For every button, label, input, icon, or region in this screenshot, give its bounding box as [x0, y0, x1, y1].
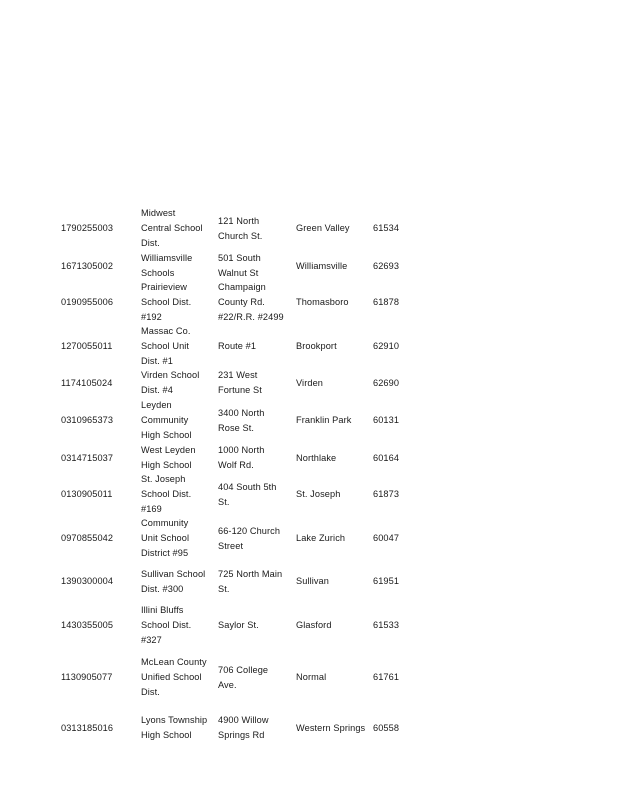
zip-code: 61761: [373, 672, 400, 682]
street-address: 3400 North Rose St.: [218, 408, 265, 433]
street-address: 1000 North Wolf Rd.: [218, 445, 265, 470]
facility-name: Prairieview School Dist. #192: [141, 282, 192, 322]
facility-id: 0310965373: [61, 415, 114, 425]
facility-name: Leyden Community High School: [141, 400, 192, 440]
zip-code: 62910: [373, 341, 400, 351]
city: Glasford: [296, 620, 332, 630]
zip-code: 62693: [373, 261, 400, 271]
facility-name: Illini Bluffs School Dist. #327: [141, 605, 192, 645]
facility-id: 0190955006: [61, 297, 114, 307]
facility-id: 1430355005: [61, 620, 114, 630]
facility-name: St. Joseph School Dist. #169: [141, 474, 192, 514]
city: Virden: [296, 378, 323, 388]
zip-code: 62690: [373, 378, 400, 388]
street-address: 231 West Fortune St: [218, 370, 262, 395]
city: Green Valley: [296, 223, 350, 233]
city: Northlake: [296, 453, 337, 463]
city: Brookport: [296, 341, 337, 351]
street-address: 121 North Church St.: [218, 216, 263, 241]
street-address: Saylor St.: [218, 620, 259, 630]
facility-id: 1130905077: [61, 672, 113, 682]
facility-id: 0313185016: [61, 723, 114, 733]
zip-code: 60131: [373, 415, 400, 425]
facility-name: West Leyden High School: [141, 445, 196, 470]
facility-id: 1671305002: [61, 261, 114, 271]
city: Franklin Park: [296, 415, 352, 425]
street-address: 66-120 Church Street: [218, 526, 281, 551]
city: St. Joseph: [296, 489, 341, 499]
zip-code: 61534: [373, 223, 400, 233]
zip-code: 60558: [373, 723, 400, 733]
street-address: 501 South Walnut St: [218, 253, 261, 278]
city: Normal: [296, 672, 327, 682]
street-address: 4900 Willow Springs Rd: [218, 715, 269, 740]
facility-name: Williamsville Schools: [141, 253, 193, 278]
zip-code: 61951: [373, 576, 400, 586]
facility-name: Sullivan School Dist. #300: [141, 569, 206, 594]
zip-code: 61873: [373, 489, 400, 499]
zip-code: 60164: [373, 453, 400, 463]
facility-name: Virden School Dist. #4: [141, 370, 200, 395]
facility-id: 0970855042: [61, 533, 114, 543]
city: Lake Zurich: [296, 533, 346, 543]
street-address: Champaign County Rd. #22/R.R. #2499: [218, 282, 284, 322]
street-address: Route #1: [218, 341, 257, 351]
zip-code: 61878: [373, 297, 400, 307]
street-address: 706 College Ave.: [218, 665, 269, 690]
facility-id: 1174105024: [61, 378, 113, 388]
facility-id: 0314715037: [61, 453, 114, 463]
zip-code: 60047: [373, 533, 400, 543]
city: Western Springs: [296, 723, 366, 733]
street-address: 725 North Main St.: [218, 569, 283, 594]
facility-id: 1270055011: [61, 341, 113, 351]
facility-id: 1390300004: [61, 576, 114, 586]
facility-name: Lyons Township High School: [141, 715, 208, 740]
street-address: 404 South 5th St.: [218, 482, 277, 507]
facility-name: McLean County Unified School Dist.: [141, 657, 207, 697]
zip-code: 61533: [373, 620, 400, 630]
facility-id: 0130905011: [61, 489, 113, 499]
city: Sullivan: [296, 576, 329, 586]
facility-name: Midwest Central School Dist.: [141, 208, 203, 248]
facility-name: Community Unit School District #95: [141, 518, 190, 558]
city: Williamsville: [296, 261, 348, 271]
city: Thomasboro: [296, 297, 349, 307]
facility-id: 1790255003: [61, 223, 114, 233]
facility-name: Massac Co. School Unit Dist. #1: [141, 326, 191, 366]
